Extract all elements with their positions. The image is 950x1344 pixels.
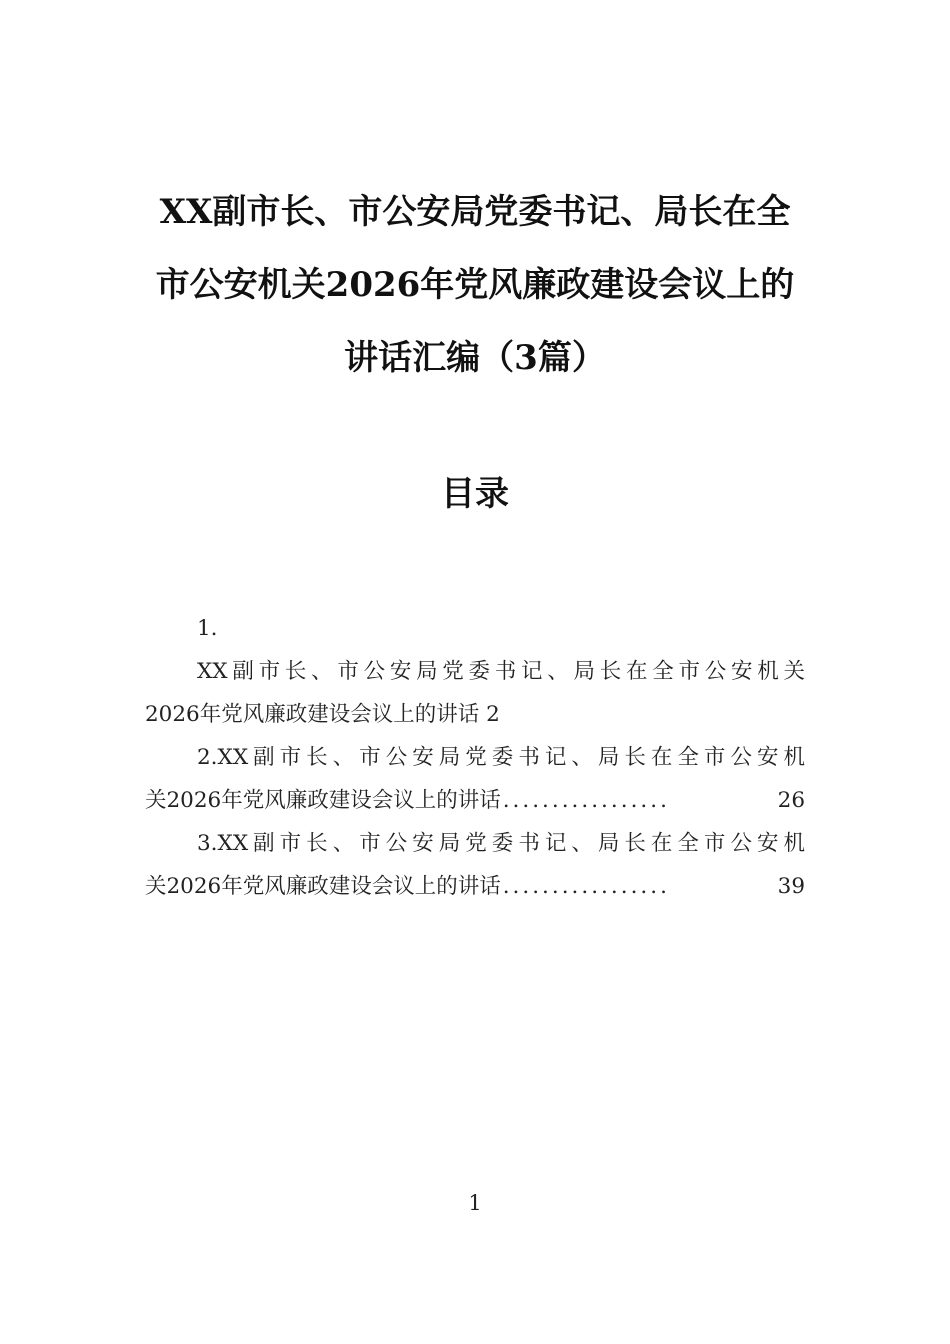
title-line-3: 讲话汇编（3篇）: [344, 338, 606, 378]
title-line-2: 市公安机关2026年党风廉政建设会议上的: [155, 265, 795, 305]
toc-heading: 目录: [441, 474, 509, 514]
toc-entry-3-title-line1-text: 3.XX副市长、市公安局党委书记、局长在全市公安机: [197, 831, 805, 856]
toc-entry-1-title-line2-text: 2026年党风廉政建设会议上的讲话: [145, 702, 480, 727]
toc-entry-3-title-line2: [145, 865, 805, 908]
page-number: 1: [468, 1191, 482, 1215]
toc-entry-1-title-line1: [145, 650, 805, 693]
toc-entry-1-title-line1-text: XX副市长、市公安局党委书记、局长在全市公安机关: [197, 659, 805, 684]
title-line-1: XX副市长、市公安局党委书记、局长在全: [159, 192, 791, 232]
toc-entry-3-title-line1: [145, 822, 805, 865]
toc-entry-3[interactable]: [145, 822, 805, 908]
toc-entry-3-dot-leader: .................: [502, 874, 670, 899]
toc-entry-2-page: 26: [777, 788, 805, 813]
toc-entry-3-title-line2-text: 关2026年党风廉政建设会议上的讲话: [145, 874, 501, 899]
toc-entry-2-title-line2: [145, 779, 805, 822]
toc-entry-1-title-line2: [145, 693, 805, 736]
toc-entry-1-number: 1.: [197, 616, 218, 641]
document-title: [130, 176, 820, 395]
table-of-contents: [145, 607, 805, 908]
toc-entry-2[interactable]: [145, 736, 805, 822]
toc-entry-1[interactable]: [145, 607, 805, 736]
toc-entry-2-title-line1: [145, 736, 805, 779]
toc-entry-2-dot-leader: .................: [502, 788, 670, 813]
toc-entry-2-title-line1-text: 2.XX副市长、市公安局党委书记、局长在全市公安机: [197, 745, 805, 770]
toc-entry-3-page: 39: [777, 874, 805, 899]
toc-entry-1-page: 2: [486, 702, 500, 727]
toc-entry-2-title-line2-text: 关2026年党风廉政建设会议上的讲话: [145, 788, 501, 813]
